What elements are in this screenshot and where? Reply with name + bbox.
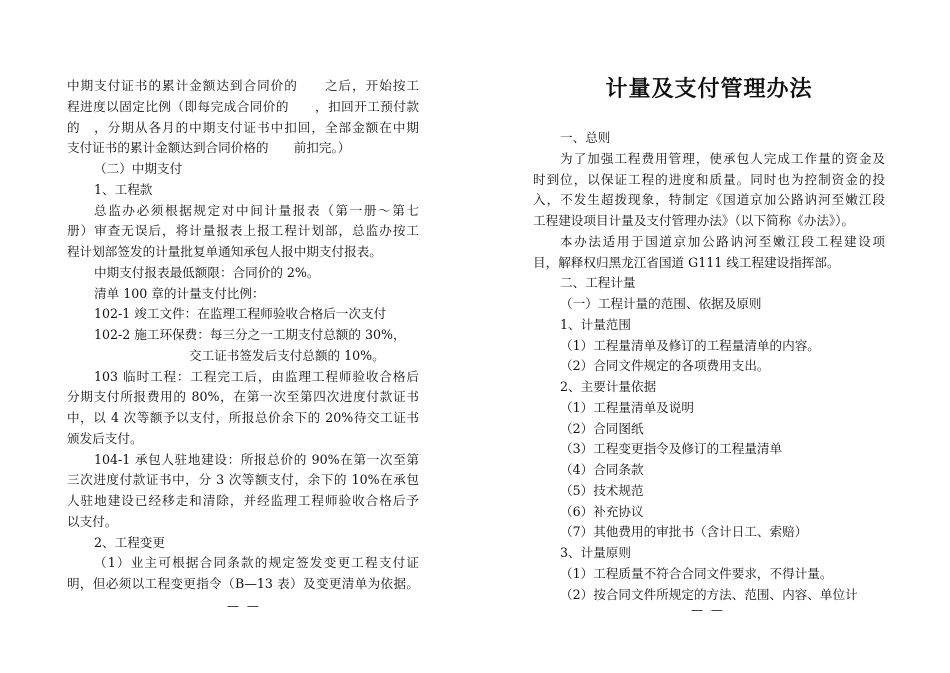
body-text-line: 明，但必须以工程变更指令（B—13 表）及变更清单为依据。 <box>67 576 419 591</box>
section-heading: （一）工程计量的范围、依据及原则 <box>560 296 762 311</box>
body-text-line: 目，解释权归黑龙江省国道 G111 线工程建设指挥部。 <box>533 255 840 270</box>
page-footer: — — <box>227 599 261 613</box>
left-page <box>67 0 419 673</box>
document-title: 计量及支付管理办法 <box>605 77 813 102</box>
page-footer: — — <box>691 603 725 617</box>
body-text-line: 入，不发生超拨现象，特制定《国道京加公路讷河至嫩江段 <box>533 192 885 207</box>
section-heading: 3、计量原则 <box>560 545 631 560</box>
list-item: （4）合同条款 <box>560 462 644 477</box>
section-heading: 一、总则 <box>560 130 611 145</box>
body-text-line: 程计划部签发的计量批复单通知承包人报中期支付报表。 <box>67 244 382 259</box>
body-text-line: 以支付。 <box>67 514 118 529</box>
list-item: （6）补充协议 <box>560 504 644 519</box>
list-item: （2）按合同文件所规定的方法、范围、内容、单位计 <box>560 587 858 602</box>
body-text-line: 总监办必须根据规定对中间计量报表（第一册～第七 <box>94 203 419 218</box>
section-heading: 1、计量范围 <box>560 317 631 332</box>
body-text-line: 颁发后支付。 <box>67 431 143 446</box>
body-text-line: 册）审查无误后，将计量报表上报工程计划部，总监办按工 <box>67 223 419 238</box>
body-text-line: 102-2 施工环保费：每三分之一工期支付总额的 30%， <box>94 327 406 342</box>
section-heading: 2、主要计量依据 <box>560 379 657 394</box>
body-text-line: 本办法适用于国道京加公路讷河至嫩江段工程建设项 <box>560 234 885 249</box>
body-text-line: 三次进度付款证书中，分 3 次等额支付，余下的 10%在承包 <box>67 472 419 487</box>
section-heading: 二、工程计量 <box>560 275 636 290</box>
body-text-line: 102-1 竣工文件：在监理工程师验收合格后一次支付 <box>94 306 387 321</box>
body-text-line: 103 临时工程：工程完工后，由监理工程师验收合格后 <box>94 369 419 384</box>
list-item: （2）合同图纸 <box>560 421 644 436</box>
body-text-line: 清单 100 章的计量支付比例： <box>94 286 265 301</box>
body-text-line: 支付证书的累计金额达到合同价格的 前扣完。） <box>67 140 351 155</box>
list-item: （1）工程量清单及说明 <box>560 400 694 415</box>
list-item: （7）其他费用的审批书（含计日工、索赔） <box>560 524 808 539</box>
body-text-line: 交工证书签发后支付总额的 10%。 <box>189 348 385 363</box>
section-heading: 1、工程款 <box>94 182 153 197</box>
body-text-line: 中期支付证书的累计金额达到合同价的 之后，开始按工 <box>67 78 419 93</box>
body-text-line: 分期支付所报费用的 80%，在第一次至第四次进度付款证书 <box>67 389 419 404</box>
body-text-line: 的 ，分期从各月的中期支付证书中扣回，全部金额在中期 <box>67 120 419 135</box>
body-text-line: 程进度以固定比例（即每完成合同价的 ，扣回开工预付款 <box>67 99 419 114</box>
body-text-line: 中，以 4 次等额予以支付，所报总价余下的 20%待交工证书 <box>67 410 419 425</box>
list-item: （2）合同文件规定的各项费用支出。 <box>560 358 770 373</box>
list-item: （5）技术规范 <box>560 483 644 498</box>
section-heading: 2、工程变更 <box>94 535 165 550</box>
right-page <box>533 0 885 673</box>
body-text-line: 为了加强工程费用管理，使承包人完成工作量的资金及 <box>560 151 885 166</box>
body-text-line: （1）业主可根据合同条款的规定签发变更工程支付证 <box>94 555 419 570</box>
body-text-line: 工程建设项目计量及支付管理办法》（以下简称《办法》）。 <box>533 213 855 228</box>
body-text-line: 人驻地建设已经移走和清除，并经监理工程师验收合格后予 <box>67 493 419 508</box>
list-item: （1）工程量清单及修订的工程量清单的内容。 <box>560 338 820 353</box>
list-item: （3）工程变更指令及修订的工程量清单 <box>560 441 783 456</box>
body-text-line: 104-1 承包人驻地建设：所报总价的 90%在第一次至第 <box>94 452 419 467</box>
body-text-line: 中期支付报表最低额限：合同价的 2%。 <box>94 265 320 280</box>
section-heading: （二）中期支付 <box>94 161 183 176</box>
body-text-line: 时到位，以保证工程的进度和质量。同时也为控制资金的投 <box>533 172 885 187</box>
list-item: （1）工程质量不符合合同文件要求，不得计量。 <box>560 566 833 581</box>
